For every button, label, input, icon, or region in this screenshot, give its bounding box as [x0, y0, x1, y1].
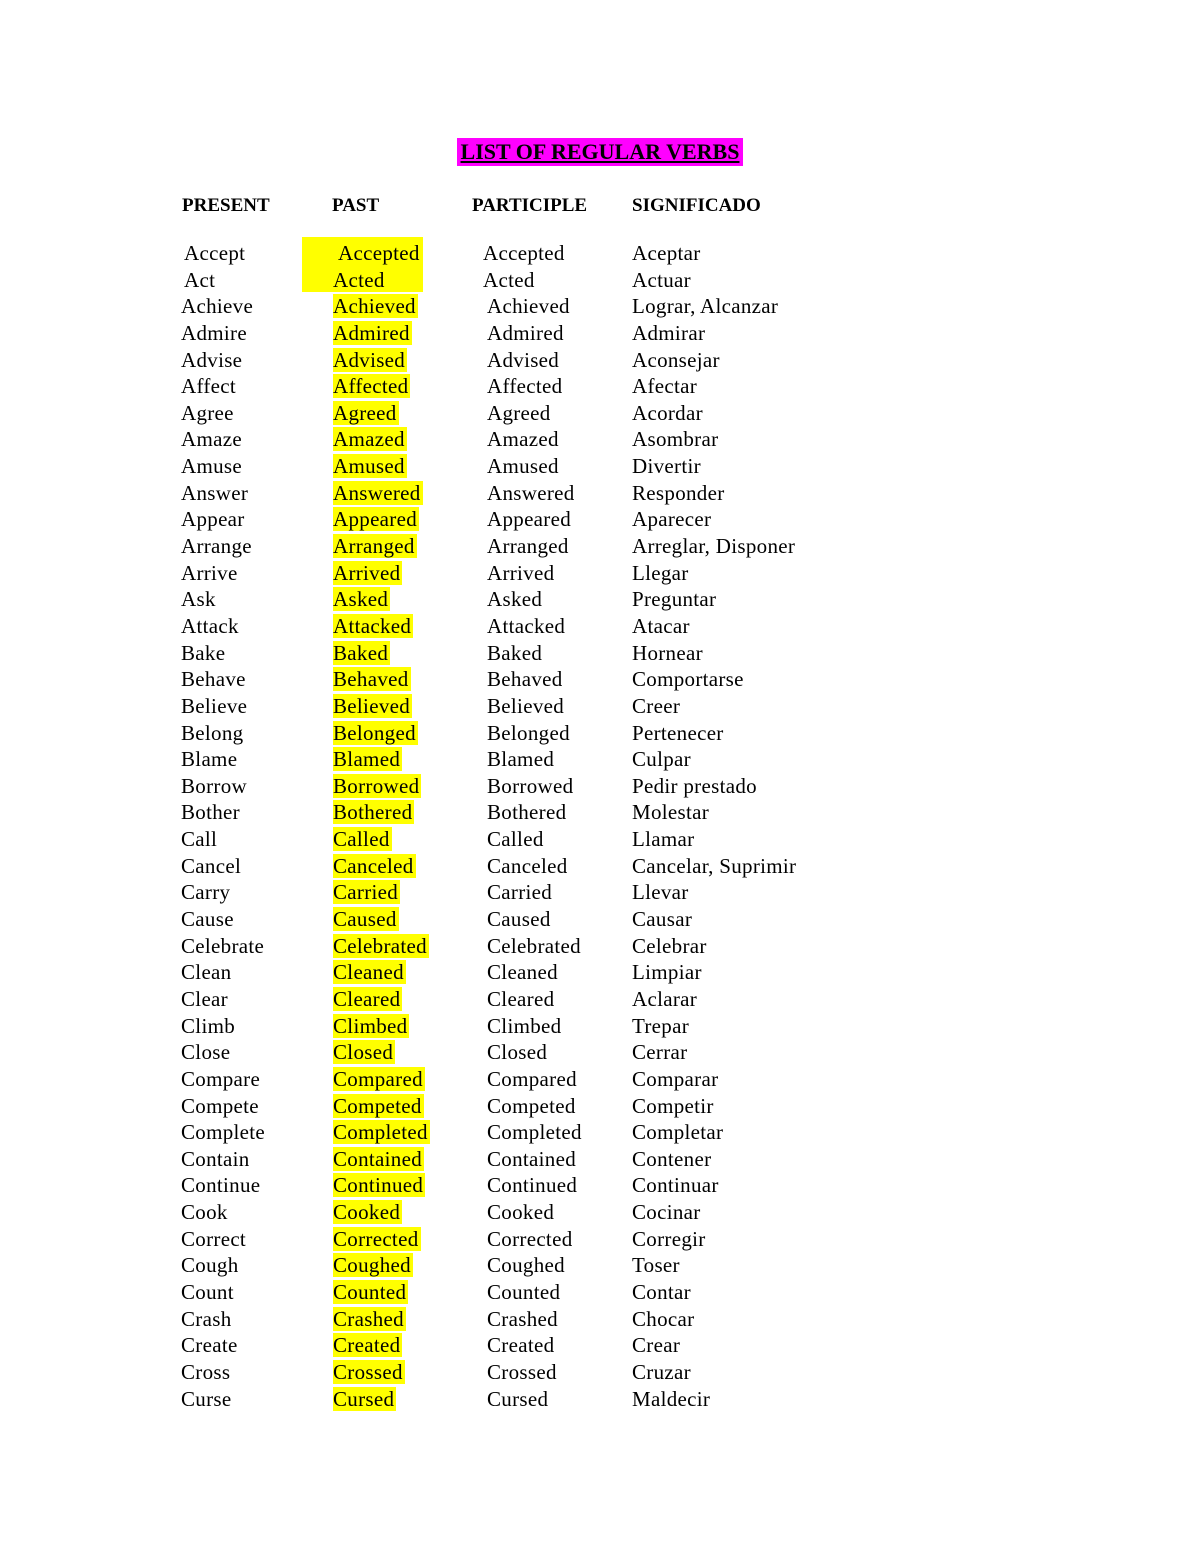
participle-cell: Cooked — [487, 1200, 555, 1225]
table-row — [0, 826, 1200, 853]
table-row — [0, 426, 1200, 453]
past-cell — [333, 933, 429, 959]
table-row — [0, 533, 1200, 560]
past-highlight: Affected — [333, 374, 409, 399]
present-cell: Celebrate — [181, 933, 265, 958]
title-container — [0, 138, 1200, 166]
past-cell — [333, 506, 419, 532]
past-cell — [333, 453, 407, 479]
table-row — [0, 1279, 1200, 1306]
significado-cell: Cancelar, Suprimir — [632, 853, 797, 878]
participle-cell: Canceled — [487, 853, 568, 878]
table-row — [0, 1306, 1200, 1333]
past-cell — [333, 986, 402, 1012]
past-highlight: Amused — [333, 454, 405, 479]
past-cell: Acted — [333, 267, 385, 292]
past-highlight: Cursed — [333, 1386, 395, 1411]
present-cell: Create — [181, 1333, 238, 1358]
participle-cell: Amazed — [487, 427, 559, 452]
past-cell — [333, 1386, 396, 1412]
past-highlight: Coughed — [333, 1253, 411, 1278]
past-cell — [333, 293, 418, 319]
table-row — [0, 773, 1200, 800]
significado-cell: Cerrar — [632, 1040, 688, 1065]
present-cell: Blame — [181, 747, 238, 772]
verb-table — [0, 240, 1200, 1412]
participle-cell: Acted — [483, 267, 535, 292]
participle-cell: Continued — [487, 1173, 578, 1198]
past-highlight: Cooked — [333, 1200, 401, 1225]
present-cell: Amaze — [181, 427, 242, 452]
present-cell: Affect — [181, 374, 237, 399]
past-cell: Accepted — [338, 241, 420, 265]
participle-cell: Answered — [487, 480, 575, 505]
past-cell — [333, 1172, 425, 1198]
participle-cell: Coughed — [487, 1253, 565, 1278]
past-cell — [333, 720, 418, 746]
significado-cell: Comportarse — [632, 667, 744, 692]
past-highlight: Agreed — [333, 400, 397, 425]
past-cell — [333, 773, 421, 799]
past-cell — [333, 853, 416, 879]
header-past: PAST — [332, 195, 380, 216]
past-cell — [333, 1199, 402, 1225]
table-row — [0, 400, 1200, 427]
table-row — [0, 986, 1200, 1013]
past-cell — [333, 1279, 408, 1305]
past-highlight: Competed — [333, 1093, 422, 1118]
table-row — [0, 560, 1200, 587]
significado-cell: Aclarar — [632, 986, 698, 1011]
past-cell — [333, 666, 411, 692]
past-highlight: Completed — [333, 1120, 428, 1145]
participle-cell: Created — [487, 1333, 555, 1358]
significado-cell: Causar — [632, 907, 693, 932]
past-highlight: Cleaned — [333, 960, 404, 985]
table-row — [0, 1093, 1200, 1120]
table-row — [0, 1172, 1200, 1199]
present-cell: Cough — [181, 1253, 239, 1278]
past-cell — [333, 959, 406, 985]
significado-cell: Aconsejar — [632, 347, 720, 372]
table-row — [0, 1226, 1200, 1253]
participle-cell: Crossed — [487, 1359, 557, 1384]
significado-cell: Completar — [632, 1120, 724, 1145]
participle-cell: Cleared — [487, 986, 555, 1011]
table-row — [0, 480, 1200, 507]
present-cell: Count — [181, 1279, 234, 1304]
present-cell: Clear — [181, 986, 228, 1011]
significado-cell: Creer — [632, 693, 681, 718]
past-highlight: Cleared — [333, 986, 401, 1011]
participle-cell: Asked — [487, 587, 543, 612]
significado-cell: Continuar — [632, 1173, 719, 1198]
significado-cell: Hornear — [632, 640, 703, 665]
past-highlight: Caused — [333, 907, 397, 932]
significado-cell: Pertenecer — [632, 720, 724, 745]
past-cell — [333, 693, 412, 719]
past-highlight: Achieved — [333, 294, 416, 319]
present-cell: Cross — [181, 1359, 231, 1384]
participle-cell: Attacked — [487, 613, 566, 638]
past-cell — [333, 879, 400, 905]
past-cell — [333, 533, 417, 559]
table-row — [0, 720, 1200, 747]
present-cell: Compete — [181, 1093, 259, 1118]
table-row — [0, 879, 1200, 906]
present-cell: Cancel — [181, 853, 242, 878]
past-highlight: Crossed — [333, 1359, 403, 1384]
past-highlight: Crashed — [333, 1306, 404, 1331]
present-cell: Attack — [181, 613, 239, 638]
participle-cell: Crashed — [487, 1306, 558, 1331]
table-row — [0, 267, 1200, 294]
present-cell: Contain — [181, 1146, 250, 1171]
participle-cell: Carried — [487, 880, 553, 905]
significado-cell: Maldecir — [632, 1386, 711, 1411]
significado-cell: Limpiar — [632, 960, 702, 985]
participle-cell: Arrived — [487, 560, 555, 585]
present-cell: Arrive — [181, 560, 238, 585]
past-highlight: Corrected — [333, 1226, 419, 1251]
present-cell: Arrange — [181, 534, 252, 559]
past-cell — [333, 347, 407, 373]
past-cell — [333, 373, 410, 399]
significado-cell: Pedir prestado — [632, 773, 757, 798]
past-cell — [333, 1093, 424, 1119]
past-highlight: Answered — [333, 480, 421, 505]
past-highlight: Counted — [333, 1279, 407, 1304]
present-cell: Admire — [181, 320, 247, 345]
present-cell: Bother — [181, 800, 240, 825]
present-cell: Bake — [181, 640, 226, 665]
significado-cell: Preguntar — [632, 587, 717, 612]
past-highlight: Canceled — [333, 853, 414, 878]
significado-cell: Divertir — [632, 454, 701, 479]
present-cell: Continue — [181, 1173, 261, 1198]
participle-cell: Closed — [487, 1040, 548, 1065]
table-row — [0, 799, 1200, 826]
participle-cell: Compared — [487, 1066, 577, 1091]
significado-cell: Afectar — [632, 374, 698, 399]
table-row — [0, 293, 1200, 320]
significado-cell: Llegar — [632, 560, 689, 585]
past-highlight: Contained — [333, 1146, 423, 1171]
participle-cell: Affected — [487, 374, 563, 399]
significado-cell: Toser — [632, 1253, 680, 1278]
significado-cell: Crear — [632, 1333, 681, 1358]
past-highlight: Blamed — [333, 747, 401, 772]
past-cell — [333, 799, 414, 825]
past-highlight: Arranged — [333, 534, 415, 559]
participle-cell: Cursed — [487, 1386, 549, 1411]
participle-cell: Believed — [487, 693, 565, 718]
table-row — [0, 933, 1200, 960]
past-cell — [333, 826, 392, 852]
participle-cell: Called — [487, 827, 544, 852]
significado-cell: Llamar — [632, 827, 695, 852]
past-highlight: Baked — [333, 640, 389, 665]
past-cell — [333, 1013, 409, 1039]
past-cell — [333, 480, 423, 506]
participle-cell: Belonged — [487, 720, 570, 745]
participle-cell: Achieved — [487, 294, 570, 319]
present-cell: Behave — [181, 667, 246, 692]
present-cell: Clean — [181, 960, 232, 985]
significado-cell: Responder — [632, 480, 725, 505]
participle-cell: Competed — [487, 1093, 576, 1118]
significado-cell: Lograr, Alcanzar — [632, 294, 779, 319]
significado-cell: Contener — [632, 1146, 712, 1171]
past-highlight: Advised — [333, 347, 406, 372]
participle-cell: Counted — [487, 1279, 561, 1304]
past-highlight: Believed — [333, 693, 411, 718]
participle-cell: Cleaned — [487, 960, 558, 985]
past-highlight: Continued — [333, 1173, 424, 1198]
present-cell: Act — [184, 267, 216, 292]
present-cell: Crash — [181, 1306, 232, 1331]
past-highlight: Carried — [333, 880, 399, 905]
table-row — [0, 1332, 1200, 1359]
present-cell: Believe — [181, 693, 248, 718]
table-row — [0, 1386, 1200, 1413]
past-cell — [333, 400, 399, 426]
table-row — [0, 506, 1200, 533]
significado-cell: Admirar — [632, 320, 706, 345]
past-cell — [333, 1066, 425, 1092]
significado-cell: Culpar — [632, 747, 691, 772]
present-cell: Climb — [181, 1013, 236, 1038]
significado-cell: Cocinar — [632, 1200, 701, 1225]
present-cell: Curse — [181, 1386, 232, 1411]
past-highlight: Behaved — [333, 667, 409, 692]
present-cell: Carry — [181, 880, 231, 905]
past-highlight: Called — [333, 827, 390, 852]
participle-cell: Agreed — [487, 400, 551, 425]
present-cell: Compare — [181, 1066, 261, 1091]
present-cell: Call — [181, 827, 218, 852]
participle-cell: Baked — [487, 640, 543, 665]
past-cell — [333, 560, 402, 586]
header-significado: SIGNIFICADO — [632, 195, 761, 216]
table-row — [0, 1199, 1200, 1226]
significado-cell: Actuar — [632, 267, 691, 292]
past-cell — [333, 320, 412, 346]
table-row — [0, 1252, 1200, 1279]
table-row — [0, 1119, 1200, 1146]
present-cell: Borrow — [181, 773, 247, 798]
past-highlight: Created — [333, 1333, 401, 1358]
past-cell — [333, 586, 390, 612]
past-cell — [333, 1039, 395, 1065]
present-cell: Complete — [181, 1120, 266, 1145]
header-present: PRESENT — [182, 195, 270, 216]
significado-cell: Comparar — [632, 1066, 719, 1091]
significado-cell: Atacar — [632, 613, 690, 638]
table-row — [0, 746, 1200, 773]
past-cell — [333, 1226, 421, 1252]
past-highlight: Borrowed — [333, 773, 420, 798]
participle-cell: Caused — [487, 907, 551, 932]
table-row — [0, 906, 1200, 933]
participle-cell: Completed — [487, 1120, 582, 1145]
table-row — [0, 373, 1200, 400]
table-row — [0, 959, 1200, 986]
participle-cell: Advised — [487, 347, 560, 372]
significado-cell: Molestar — [632, 800, 710, 825]
past-highlight: Climbed — [333, 1013, 408, 1038]
participle-cell: Borrowed — [487, 773, 574, 798]
past-cell — [333, 613, 413, 639]
table-row — [0, 1146, 1200, 1173]
participle-cell: Blamed — [487, 747, 555, 772]
past-cell — [333, 1306, 406, 1332]
significado-cell: Chocar — [632, 1306, 695, 1331]
significado-cell: Aceptar — [632, 241, 701, 265]
present-cell: Advise — [181, 347, 243, 372]
table-row — [0, 640, 1200, 667]
present-cell: Close — [181, 1040, 231, 1065]
past-highlight: Celebrated — [333, 933, 427, 958]
past-highlight: Compared — [333, 1066, 423, 1091]
significado-cell: Corregir — [632, 1226, 706, 1251]
participle-cell: Contained — [487, 1146, 577, 1171]
participle-cell: Accepted — [483, 241, 565, 265]
present-cell: Answer — [181, 480, 249, 505]
present-cell: Ask — [181, 587, 216, 612]
table-row — [0, 1039, 1200, 1066]
participle-cell: Arranged — [487, 534, 569, 559]
present-cell: Accept — [184, 241, 246, 265]
table-row — [0, 1013, 1200, 1040]
column-headers — [0, 194, 1200, 218]
participle-cell: Amused — [487, 454, 559, 479]
past-cell — [333, 746, 402, 772]
participle-cell: Climbed — [487, 1013, 562, 1038]
table-row — [0, 666, 1200, 693]
table-row — [0, 347, 1200, 374]
significado-cell: Cruzar — [632, 1359, 691, 1384]
participle-cell: Bothered — [487, 800, 567, 825]
past-highlight: Belonged — [333, 720, 416, 745]
past-highlight: Admired — [333, 320, 410, 345]
header-participle: PARTICIPLE — [472, 195, 588, 216]
past-highlight: Arrived — [333, 560, 401, 585]
present-cell: Cook — [181, 1200, 228, 1225]
table-row — [0, 1359, 1200, 1386]
past-cell — [333, 906, 399, 932]
present-cell: Amuse — [181, 454, 242, 479]
table-row — [0, 693, 1200, 720]
table-row — [0, 853, 1200, 880]
past-highlight: Asked — [333, 587, 389, 612]
significado-cell: Aparecer — [632, 507, 712, 532]
significado-cell: Celebrar — [632, 933, 707, 958]
significado-cell: Contar — [632, 1279, 691, 1304]
participle-cell: Behaved — [487, 667, 563, 692]
participle-cell: Corrected — [487, 1226, 573, 1251]
past-cell — [333, 1359, 405, 1385]
past-cell — [333, 1146, 424, 1172]
present-cell: Cause — [181, 907, 234, 932]
past-highlight: Closed — [333, 1040, 394, 1065]
past-highlight: Attacked — [333, 613, 412, 638]
participle-cell: Celebrated — [487, 933, 581, 958]
present-cell: Agree — [181, 400, 234, 425]
present-cell: Appear — [181, 507, 245, 532]
present-cell: Correct — [181, 1226, 247, 1251]
table-row — [0, 453, 1200, 480]
past-highlight: Bothered — [333, 800, 413, 825]
participle-cell: Appeared — [487, 507, 572, 532]
significado-cell: Arreglar, Disponer — [632, 534, 796, 559]
significado-cell: Asombrar — [632, 427, 719, 452]
participle-cell: Admired — [487, 320, 564, 345]
present-cell: Belong — [181, 720, 244, 745]
past-cell — [333, 1332, 402, 1358]
past-cell — [333, 426, 407, 452]
table-row — [0, 320, 1200, 347]
past-cell — [333, 640, 390, 666]
table-row — [0, 1066, 1200, 1093]
table-row — [0, 613, 1200, 640]
table-row — [0, 586, 1200, 613]
significado-cell: Acordar — [632, 400, 703, 425]
past-cell — [333, 1119, 430, 1145]
past-highlight: Appeared — [333, 507, 418, 532]
table-row — [0, 240, 1200, 267]
significado-cell: Llevar — [632, 880, 689, 905]
significado-cell: Competir — [632, 1093, 714, 1118]
past-cell — [333, 1252, 413, 1278]
significado-cell: Trepar — [632, 1013, 690, 1038]
present-cell: Achieve — [181, 294, 254, 319]
page-title: LIST OF REGULAR VERBS — [457, 138, 744, 166]
past-highlight: Amazed — [333, 427, 405, 452]
